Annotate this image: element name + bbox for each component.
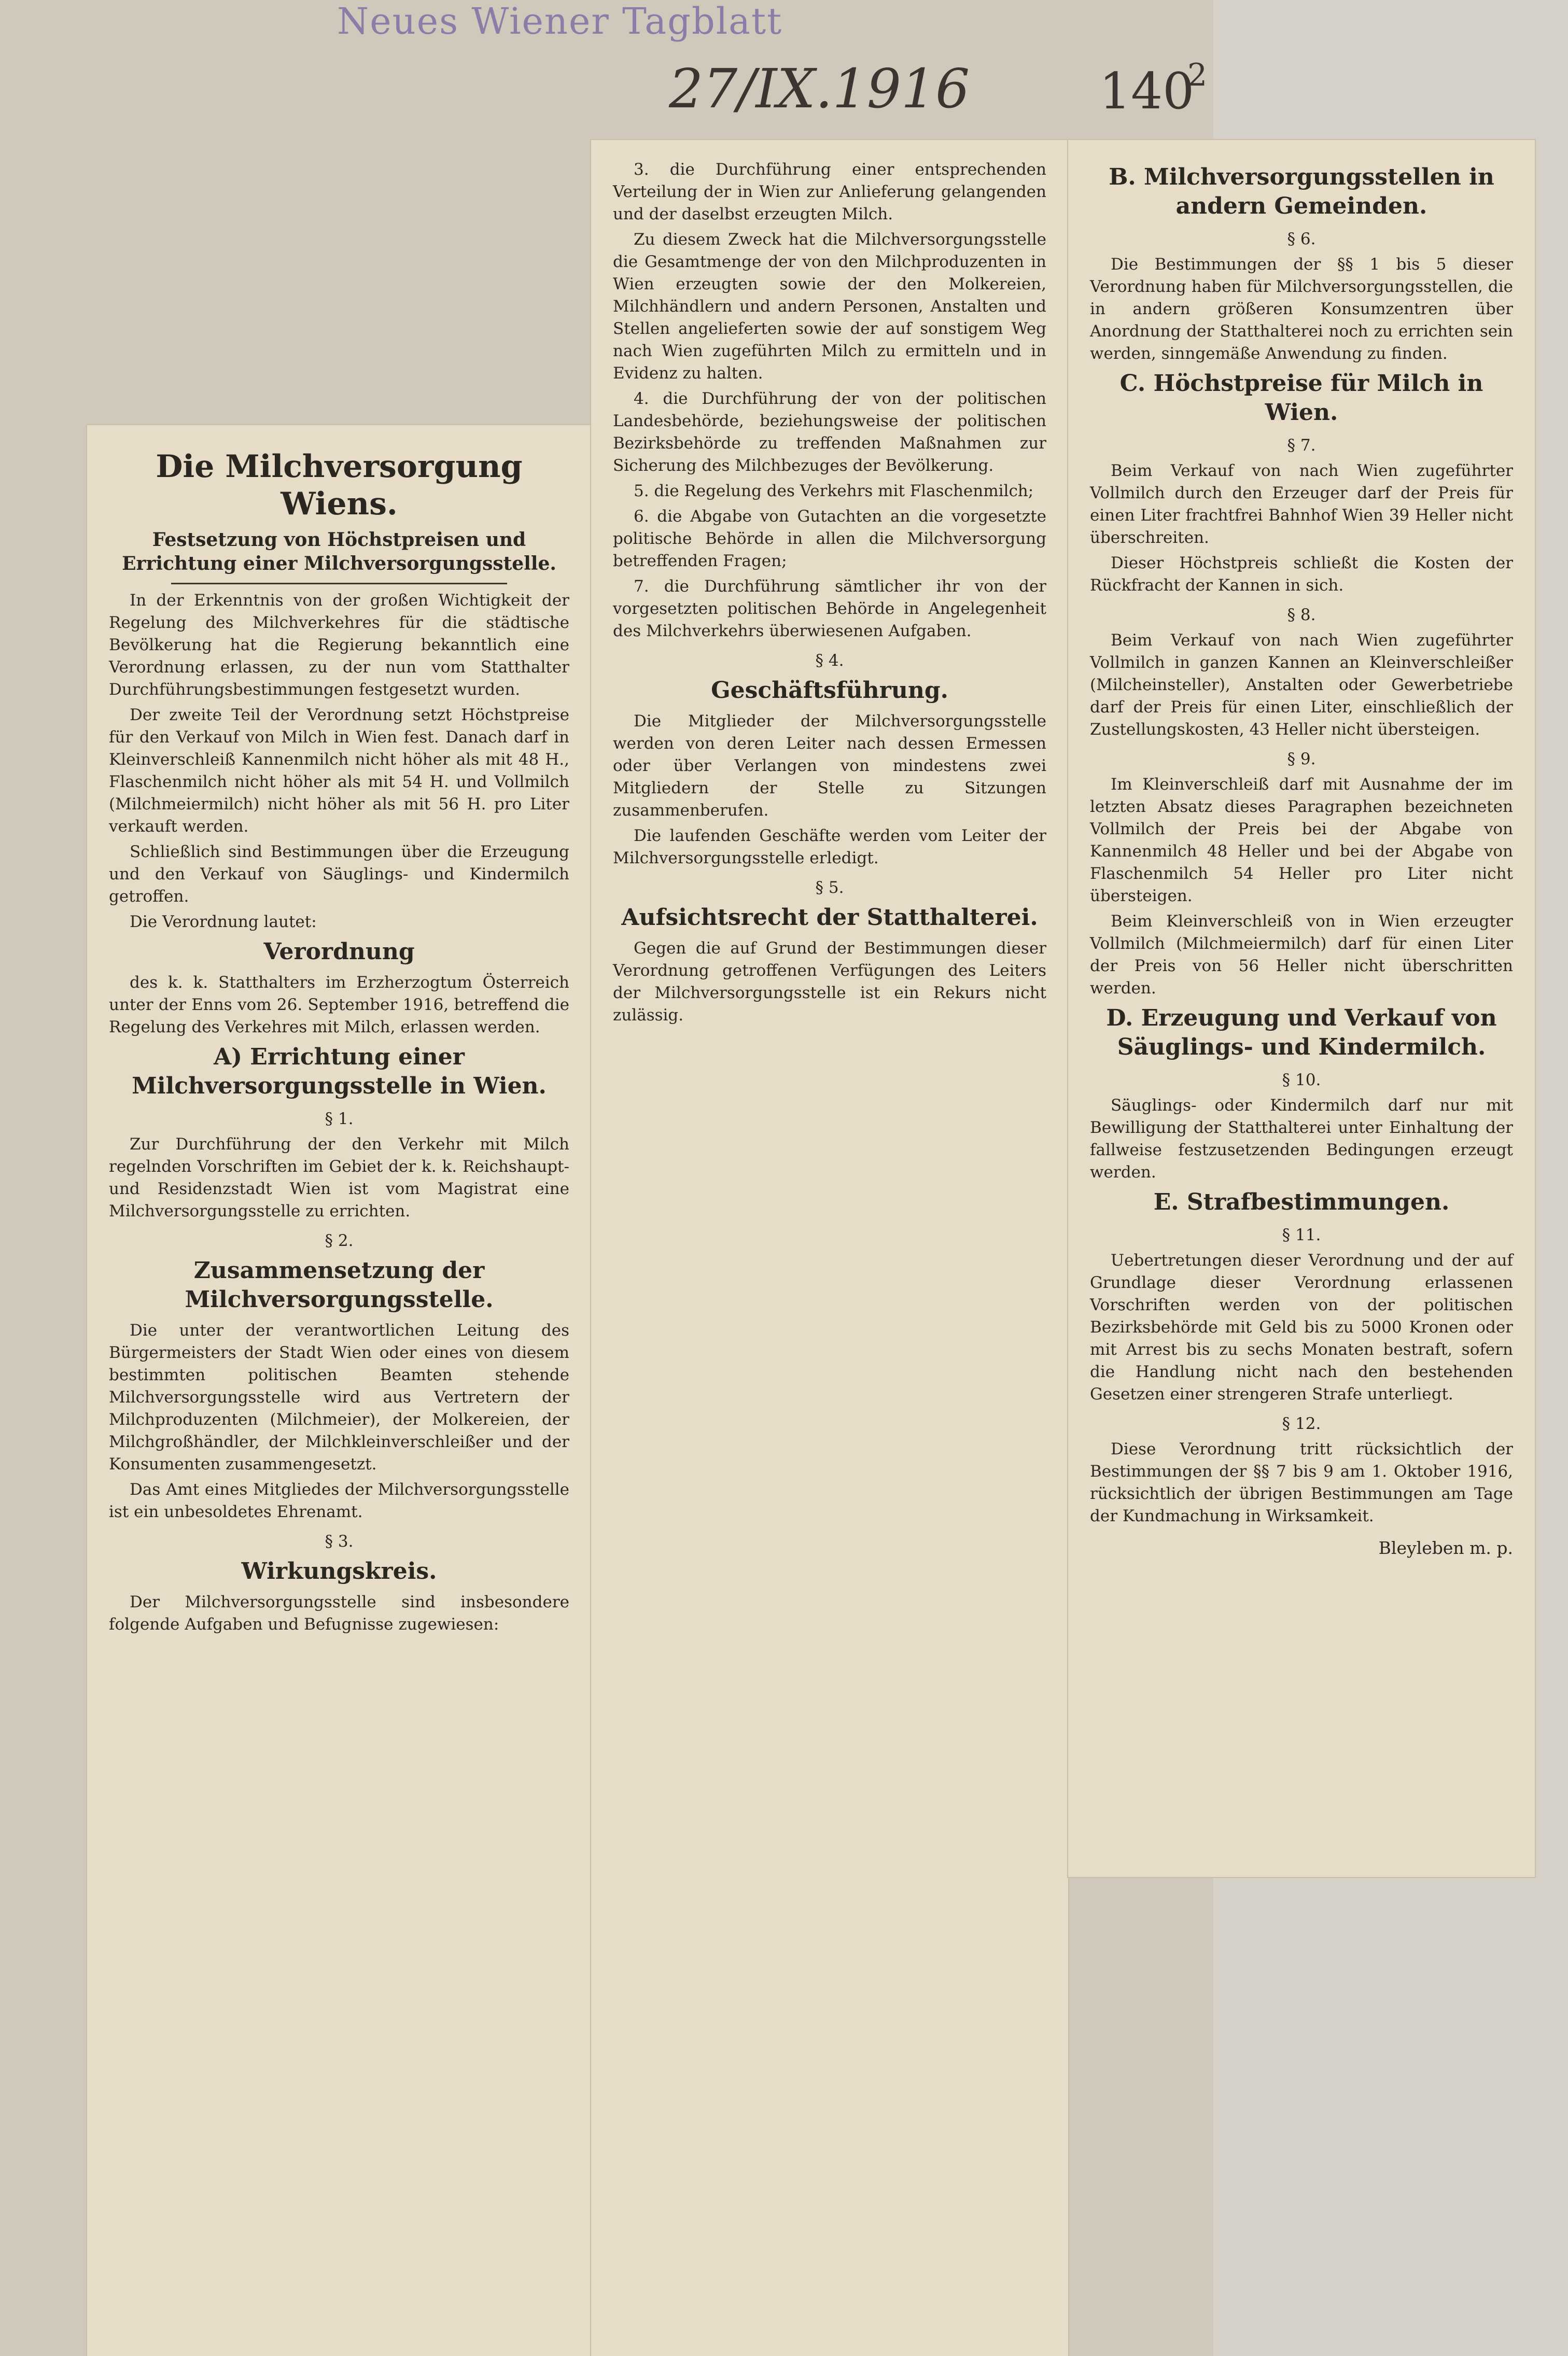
paragraph: 4. die Durchführung der von der politischen Landesbehörde, beziehungsweise der politischen Bezirksbehörde zu treffenden Maßnahmen zur Sicherung des Milchbezuges der Bevölkerung. <box>613 389 1046 475</box>
paragraph-number: § 5. <box>815 878 844 897</box>
paragraph: Beim Verkauf von nach Wien zugeführter Vollmilch in ganzen Kannen an Kleinverschleißer (Milcheinsteller), Anstalten oder Gewerbetriebe darf der Preis für einen Liter, einschließlich der Zustellungskosten, 43 Heller nicht übersteigen. <box>1090 631 1513 739</box>
handwritten-mark: 2 <box>1187 57 1208 93</box>
clipping-column-2 <box>591 140 1068 2356</box>
article-title: Die Milchversorgung Wiens. <box>156 448 523 522</box>
paragraph-number: § 4. <box>815 651 844 670</box>
paragraph: Im Kleinverschleiß darf mit Ausnahme der im letzten Absatz dieses Paragraphen bezeichneten Vollmilch der Preis bei der Abgabe von Kannenmilch 48 Heller und bei der Abgabe von Flaschenmilch 54 Heller pro Liter nicht übersteigen. <box>1090 775 1513 905</box>
paragraph: 6. die Abgabe von Gutachten an die vorgesetzte politische Behörde in allen die Milchversorgung betreffenden Fragen; <box>613 507 1046 570</box>
paragraph: Uebertretungen dieser Verordnung und der auf Grundlage dieser Verordnung erlassenen Vorschriften werden von der politischen Bezirksbehörde mit Geld bis zu 5000 Kronen oder mit Arrest bis zu sechs Monaten bestraft, sofern die Handlung nicht nach den bestehenden Gesetzen einer strengeren Strafe unterliegt. <box>1090 1251 1513 1404</box>
paragraph: 7. die Durchführung sämtlicher ihr von der vorgesetzten politischen Behörde in Angelegenheit des Milchverkehrs überwiesenen Aufgaben. <box>613 577 1046 640</box>
paragraph: Der Milchversorgungsstelle sind insbesondere folgende Aufgaben und Befugnisse zugewiesen: <box>109 1593 569 1634</box>
paragraph: Säuglings- oder Kindermilch darf nur mit Bewilligung der Statthalterei unter Einhaltung der fallweise festzusetzenden Bedingungen erzeugt werden. <box>1090 1096 1513 1182</box>
article-subtitle: Festsetzung von Höchstpreisen und Errichtung einer Milchversorgungsstelle. <box>122 529 556 574</box>
clipping-column-3 <box>1068 140 1535 1877</box>
handwritten-page-number: 140 <box>1099 62 1195 120</box>
paragraph: In der Erkenntnis von der großen Wichtigkeit der Regelung des Milchverkehres für die städtische Bevölkerung hat die Regierung bekanntlich eine Verordnung erlassen, zu der nun vom Statthalter Durchführungsbestimmungen festgesetzt wurden. <box>109 591 569 699</box>
paragraph: Die Verordnung lautet: <box>130 913 317 931</box>
paragraph: Dieser Höchstpreis schließt die Kosten der Rückfracht der Kannen in sich. <box>1090 554 1513 595</box>
paragraph: des k. k. Statthalters im Erzherzogtum Österreich unter der Enns vom 26. September 1916, betreffend die Regelung des Verkehres mit Milch, erlassen werden. <box>109 973 569 1036</box>
paragraph: Die Bestimmungen der §§ 1 bis 5 dieser Verordnung haben für Milchversorgungsstellen, die in andern größeren Konsumzentren über Anordnung der Statthalterei noch zu errichten sein werden, sinngemäße Anwendung zu finden. <box>1090 255 1513 363</box>
paragraph-number: § 2. <box>325 1231 354 1250</box>
section-heading: A) Errichtung einer Milchversorgungsstelle in Wien. <box>132 1044 547 1099</box>
paragraph-number: § 11. <box>1282 1226 1321 1244</box>
signature: Bleyleben m. p. <box>1378 1538 1513 1558</box>
clipping-column-1 <box>87 425 591 2356</box>
section-heading: Zusammensetzung der Milchversorgungsstelle. <box>185 1257 494 1313</box>
paragraph: Schließlich sind Bestimmungen über die Erzeugung und den Verkauf von Säuglings- und Kindermilch getroffen. <box>109 843 569 906</box>
paragraph-number: § 12. <box>1282 1414 1321 1433</box>
paragraph: Zur Durchführung der den Verkehr mit Milch regelnden Vorschriften im Gebiet der k. k. Reichshaupt- und Residenzstadt Wien ist vom Magistrat eine Milchversorgungsstelle zu errichten. <box>109 1135 569 1221</box>
handwritten-date: 27/IX.1916 <box>669 57 970 120</box>
paragraph-number: § 10. <box>1282 1071 1321 1089</box>
paragraph-number: § 1. <box>325 1110 354 1128</box>
paragraph-number: § 9. <box>1287 750 1316 768</box>
section-heading: Aufsichtsrecht der Statthalterei. <box>621 904 1038 931</box>
paragraph: Gegen die auf Grund der Bestimmungen dieser Verordnung getroffenen Verfügungen des Leiters der Milchversorgungsstelle ist ein Rekurs nicht zulässig. <box>613 939 1046 1025</box>
section-heading: D. Erzeugung und Verkauf von Säuglings- und Kindermilch. <box>1106 1005 1497 1060</box>
divider <box>171 583 507 584</box>
paragraph: Die unter der verantwortlichen Leitung des Bürgermeisters der Stadt Wien oder eines von diesem bestimmten politischen Beamten stehende Milchversorgungsstelle wird aus Vertretern der Milchproduzenten (Milchmeier), der Molkereien, der Milchgroßhändler, der Milchkleinverschleißer und der Konsumenten zusammengesetzt. <box>109 1321 569 1474</box>
paragraph-number: § 8. <box>1287 606 1316 624</box>
paragraph: 3. die Durchführung einer entsprechenden Verteilung der in Wien zur Anlieferung gelangenden und der daselbst erzeugten Milch. <box>613 160 1046 223</box>
paragraph-number: § 7. <box>1287 436 1316 455</box>
section-heading: C. Höchstpreise für Milch in Wien. <box>1119 370 1483 426</box>
paragraph: Zu diesem Zweck hat die Milchversorgungsstelle die Gesamtmenge der von den Milchproduzenten in Wien erzeugten sowie der den Molkereien, Milchhändlern und andern Personen, Anstalten und Stellen angelieferten sowie der auf sonstigem Weg nach Wien zugeführten Milch zu ermitteln und in Evidenz zu halten. <box>613 230 1046 383</box>
section-heading: Geschäftsführung. <box>711 677 948 704</box>
paragraph-number: § 6. <box>1287 230 1316 248</box>
paragraph: Das Amt eines Mitgliedes der Milchversorgungsstelle ist ein unbesoldetes Ehrenamt. <box>109 1480 569 1521</box>
paragraph: Die Mitglieder der Milchversorgungsstelle werden von deren Leiter nach dessen Ermessen oder über Verlangen von mindestens zwei Mitgliedern der Stelle zu Sitzungen zusammenberufen. <box>613 712 1046 820</box>
paragraph: Der zweite Teil der Verordnung setzt Höchstpreise für den Verkauf von Milch in Wien fest. Danach darf in Kleinverschleiß Kannenmilch nicht höher als mit 48 H., Flaschenmilch nicht höher als mit 54 H. und Vollmilch (Milchmeiermilch) nicht höher als mit 56 H. pro Liter verkauft werden. <box>109 706 569 836</box>
paragraph: Diese Verordnung tritt rücksichtlich der Bestimmungen der §§ 7 bis 9 am 1. Oktober 1916, rücksichtlich der übrigen Bestimmungen am Tage der Kundmachung in Wirksamkeit. <box>1090 1440 1513 1525</box>
paragraph: 5. die Regelung des Verkehrs mit Flaschenmilch; <box>634 482 1034 500</box>
section-heading: Wirkungskreis. <box>241 1558 437 1584</box>
newspaper-stamp: Neues Wiener Tagblatt <box>337 0 783 43</box>
paragraph-number: § 3. <box>325 1532 354 1551</box>
paragraph: Beim Kleinverschleiß von in Wien erzeugter Vollmilch (Milchmeiermilch) darf für einen Liter der Preis von 56 Heller nicht überschritten werden. <box>1090 912 1513 998</box>
paragraph: Die laufenden Geschäfte werden vom Leiter der Milchversorgungsstelle erledigt. <box>613 826 1046 867</box>
section-heading: B. Milchversorgungsstellen in andern Gemeinden. <box>1109 164 1494 219</box>
section-heading: E. Strafbestimmungen. <box>1153 1189 1450 1215</box>
decree-heading: Verordnung <box>263 938 415 965</box>
paragraph: Beim Verkauf von nach Wien zugeführter Vollmilch durch den Erzeuger darf der Preis für einen Liter frachtfrei Bahnhof Wien 39 Heller nicht überschreiten. <box>1090 461 1513 547</box>
